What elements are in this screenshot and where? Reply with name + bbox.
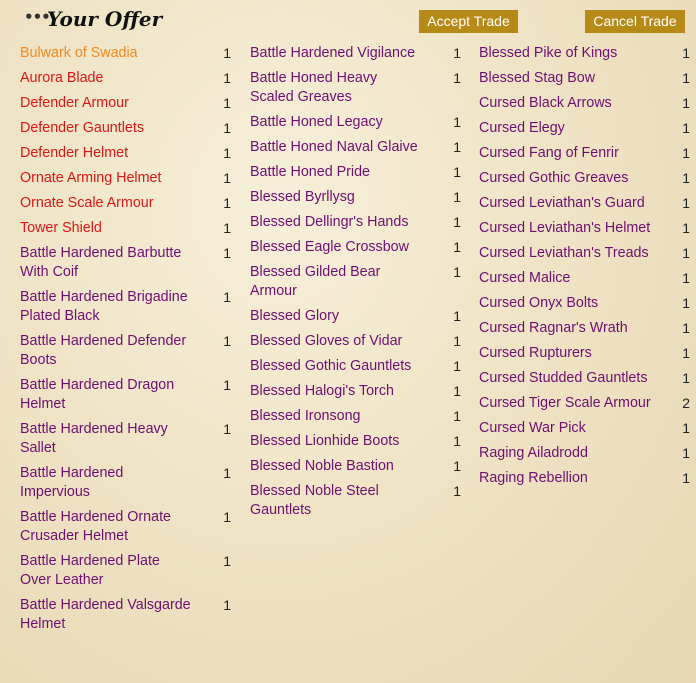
offer-item[interactable]	[20, 169, 236, 188]
item-quantity: 1	[453, 433, 461, 449]
item-name: Cursed Gothic Greaves	[479, 170, 629, 186]
item-quantity: 1	[223, 289, 231, 305]
item-name: Blessed Lionhide Boots	[250, 433, 400, 449]
item-quantity: 1	[223, 120, 231, 136]
item-name: Cursed Leviathan's Guard	[479, 195, 645, 211]
item-quantity: 1	[453, 239, 461, 255]
offer-item[interactable]	[479, 119, 695, 138]
offer-item[interactable]	[250, 138, 466, 157]
offer-item[interactable]	[479, 244, 695, 263]
offer-item[interactable]	[20, 596, 236, 634]
item-quantity: 1	[453, 358, 461, 374]
item-quantity: 1	[682, 95, 690, 111]
item-quantity: 1	[453, 264, 461, 280]
item-quantity: 1	[682, 345, 690, 361]
item-quantity: 1	[682, 420, 690, 436]
item-name: Blessed Gilded Bear Armour	[250, 264, 381, 299]
item-name: Tower Shield	[20, 220, 102, 236]
offer-item[interactable]	[20, 332, 236, 370]
item-quantity: 1	[453, 139, 461, 155]
item-name: Battle Honed Legacy	[250, 114, 383, 130]
item-name: Battle Hardened Barbutte With Coif	[20, 245, 182, 280]
item-name: Battle Honed Naval Glaive	[250, 139, 418, 155]
more-options-icon[interactable]: •••	[24, 8, 50, 26]
item-name: Bulwark of Swadia	[20, 45, 138, 61]
offer-item[interactable]	[20, 288, 236, 326]
offer-item[interactable]	[250, 407, 466, 426]
item-name: Cursed Malice	[479, 270, 571, 286]
offer-item[interactable]	[479, 69, 695, 88]
item-quantity: 1	[682, 45, 690, 61]
offer-item[interactable]	[20, 420, 236, 458]
item-name: Blessed Gloves of Vidar	[250, 333, 403, 349]
item-quantity: 1	[682, 370, 690, 386]
item-name: Cursed War Pick	[479, 420, 586, 436]
item-name: Battle Hardened Impervious	[20, 465, 124, 500]
item-quantity: 2	[682, 395, 690, 411]
offer-item[interactable]	[20, 552, 236, 590]
item-name: Cursed Tiger Scale Armour	[479, 395, 651, 411]
item-name: Battle Hardened Defender Boots	[20, 333, 187, 368]
item-quantity: 1	[453, 70, 461, 86]
offer-item[interactable]	[479, 469, 695, 488]
item-name: Raging Rebellion	[479, 470, 588, 486]
item-quantity: 1	[223, 465, 231, 481]
item-quantity: 1	[223, 421, 231, 437]
item-quantity: 1	[682, 195, 690, 211]
offer-item[interactable]	[20, 194, 236, 213]
offer-title: Your Offer	[47, 7, 163, 31]
item-name: Cursed Fang of Fenrir	[479, 145, 619, 161]
item-name: Blessed Halogi's Torch	[250, 383, 394, 399]
item-quantity: 1	[223, 170, 231, 186]
cancel-trade-button[interactable]: Cancel Trade	[585, 10, 685, 33]
offer-item[interactable]	[479, 444, 695, 463]
item-quantity: 1	[682, 320, 690, 336]
offer-item[interactable]	[479, 44, 695, 63]
item-name: Battle Hardened Brigadine Plated Black	[20, 289, 188, 324]
offer-item[interactable]	[479, 219, 695, 238]
item-quantity: 1	[223, 509, 231, 525]
trade-header	[0, 0, 696, 44]
offer-item[interactable]	[250, 188, 466, 207]
item-quantity: 1	[453, 114, 461, 130]
offer-item[interactable]	[479, 294, 695, 313]
item-name: Cursed Black Arrows	[479, 95, 612, 111]
item-name: Defender Armour	[20, 95, 129, 111]
item-name: Battle Hardened Vigilance	[250, 45, 416, 61]
item-quantity: 1	[682, 295, 690, 311]
item-quantity: 1	[223, 45, 231, 61]
item-name: Blessed Noble Steel Gauntlets	[250, 483, 379, 518]
item-quantity: 1	[453, 308, 461, 324]
offer-column-1	[20, 44, 236, 640]
item-name: Battle Hardened Heavy Sallet	[20, 421, 168, 456]
offer-item[interactable]	[250, 44, 466, 63]
item-name: Blessed Dellingr's Hands	[250, 214, 409, 230]
item-quantity: 1	[223, 220, 231, 236]
item-quantity: 1	[682, 220, 690, 236]
item-name: Defender Helmet	[20, 145, 129, 161]
offer-item[interactable]	[250, 307, 466, 326]
item-quantity: 1	[453, 408, 461, 424]
item-quantity: 1	[223, 245, 231, 261]
item-name: Blessed Byrllysg	[250, 189, 355, 205]
item-name: Battle Hardened Ornate Crusader Helmet	[20, 509, 172, 544]
item-name: Battle Honed Pride	[250, 164, 371, 180]
offer-item[interactable]	[479, 394, 695, 413]
offer-item[interactable]	[479, 194, 695, 213]
item-quantity: 1	[682, 445, 690, 461]
item-name: Cursed Studded Gauntlets	[479, 370, 648, 386]
item-name: Ornate Arming Helmet	[20, 170, 162, 186]
offer-item[interactable]	[479, 269, 695, 288]
offer-item[interactable]	[250, 163, 466, 182]
item-name: Cursed Elegy	[479, 120, 565, 136]
item-quantity: 1	[682, 120, 690, 136]
item-name: Blessed Stag Bow	[479, 70, 596, 86]
offer-item[interactable]	[250, 238, 466, 257]
offer-item[interactable]	[20, 508, 236, 546]
item-name: Blessed Ironsong	[250, 408, 361, 424]
item-name: Defender Gauntlets	[20, 120, 144, 136]
item-name: Battle Hardened Dragon Helmet	[20, 377, 175, 412]
item-name: Blessed Glory	[250, 308, 339, 324]
offer-column-2	[250, 44, 466, 526]
item-name: Cursed Leviathan's Treads	[479, 245, 649, 261]
offer-item[interactable]	[250, 457, 466, 476]
item-quantity: 1	[682, 170, 690, 186]
item-quantity: 1	[453, 483, 461, 499]
item-name: Cursed Onyx Bolts	[479, 295, 599, 311]
offer-item[interactable]	[479, 419, 695, 438]
item-name: Battle Honed Heavy Scaled Greaves	[250, 70, 378, 105]
offer-item[interactable]	[479, 369, 695, 388]
item-quantity: 1	[453, 164, 461, 180]
item-name: Blessed Gothic Gauntlets	[250, 358, 412, 374]
offer-item[interactable]	[479, 344, 695, 363]
item-quantity: 1	[223, 195, 231, 211]
item-name: Blessed Eagle Crossbow	[250, 239, 409, 255]
offer-item[interactable]	[479, 319, 695, 338]
item-quantity: 1	[223, 377, 231, 393]
item-quantity: 1	[453, 333, 461, 349]
item-quantity: 1	[453, 458, 461, 474]
item-name: Blessed Pike of Kings	[479, 45, 618, 61]
item-quantity: 1	[453, 189, 461, 205]
item-name: Battle Hardened Valsgarde Helmet	[20, 597, 191, 632]
item-name: Battle Hardened Plate Over Leather	[20, 553, 160, 588]
item-quantity: 1	[682, 470, 690, 486]
item-quantity: 1	[223, 333, 231, 349]
item-quantity: 1	[223, 597, 231, 613]
item-name: Cursed Rupturers	[479, 345, 592, 361]
item-name: Cursed Leviathan's Helmet	[479, 220, 651, 236]
offer-item[interactable]	[20, 464, 236, 502]
offer-item[interactable]	[20, 244, 236, 282]
offer-item[interactable]	[20, 119, 236, 138]
offer-item[interactable]	[479, 169, 695, 188]
item-quantity: 1	[223, 553, 231, 569]
offer-item[interactable]	[20, 219, 236, 238]
offer-item[interactable]	[250, 357, 466, 376]
item-quantity: 1	[223, 145, 231, 161]
offer-item[interactable]	[250, 432, 466, 451]
item-quantity: 1	[453, 45, 461, 61]
item-quantity: 1	[682, 70, 690, 86]
item-quantity: 1	[223, 70, 231, 86]
item-name: Cursed Ragnar's Wrath	[479, 320, 628, 336]
offer-item[interactable]	[250, 213, 466, 232]
offer-item[interactable]	[250, 332, 466, 351]
offer-item[interactable]	[20, 144, 236, 163]
offer-item[interactable]	[20, 69, 236, 88]
item-name: Ornate Scale Armour	[20, 195, 154, 211]
accept-trade-button[interactable]: Accept Trade	[419, 10, 518, 33]
item-name: Blessed Noble Bastion	[250, 458, 394, 474]
item-name: Raging Ailadrodd	[479, 445, 588, 461]
item-quantity: 1	[223, 95, 231, 111]
offer-item[interactable]	[250, 113, 466, 132]
item-name: Aurora Blade	[20, 70, 104, 86]
offer-item[interactable]	[250, 69, 466, 107]
offer-item[interactable]	[20, 94, 236, 113]
item-quantity: 1	[453, 214, 461, 230]
offer-item[interactable]	[20, 44, 236, 63]
offer-item[interactable]	[250, 482, 466, 520]
item-quantity: 1	[682, 270, 690, 286]
item-quantity: 1	[453, 383, 461, 399]
offer-item[interactable]	[250, 382, 466, 401]
offer-item[interactable]	[250, 263, 466, 301]
offer-column-3	[479, 44, 695, 494]
item-quantity: 1	[682, 145, 690, 161]
offer-item[interactable]	[479, 144, 695, 163]
offer-item[interactable]	[479, 94, 695, 113]
offer-item[interactable]	[20, 376, 236, 414]
item-quantity: 1	[682, 245, 690, 261]
